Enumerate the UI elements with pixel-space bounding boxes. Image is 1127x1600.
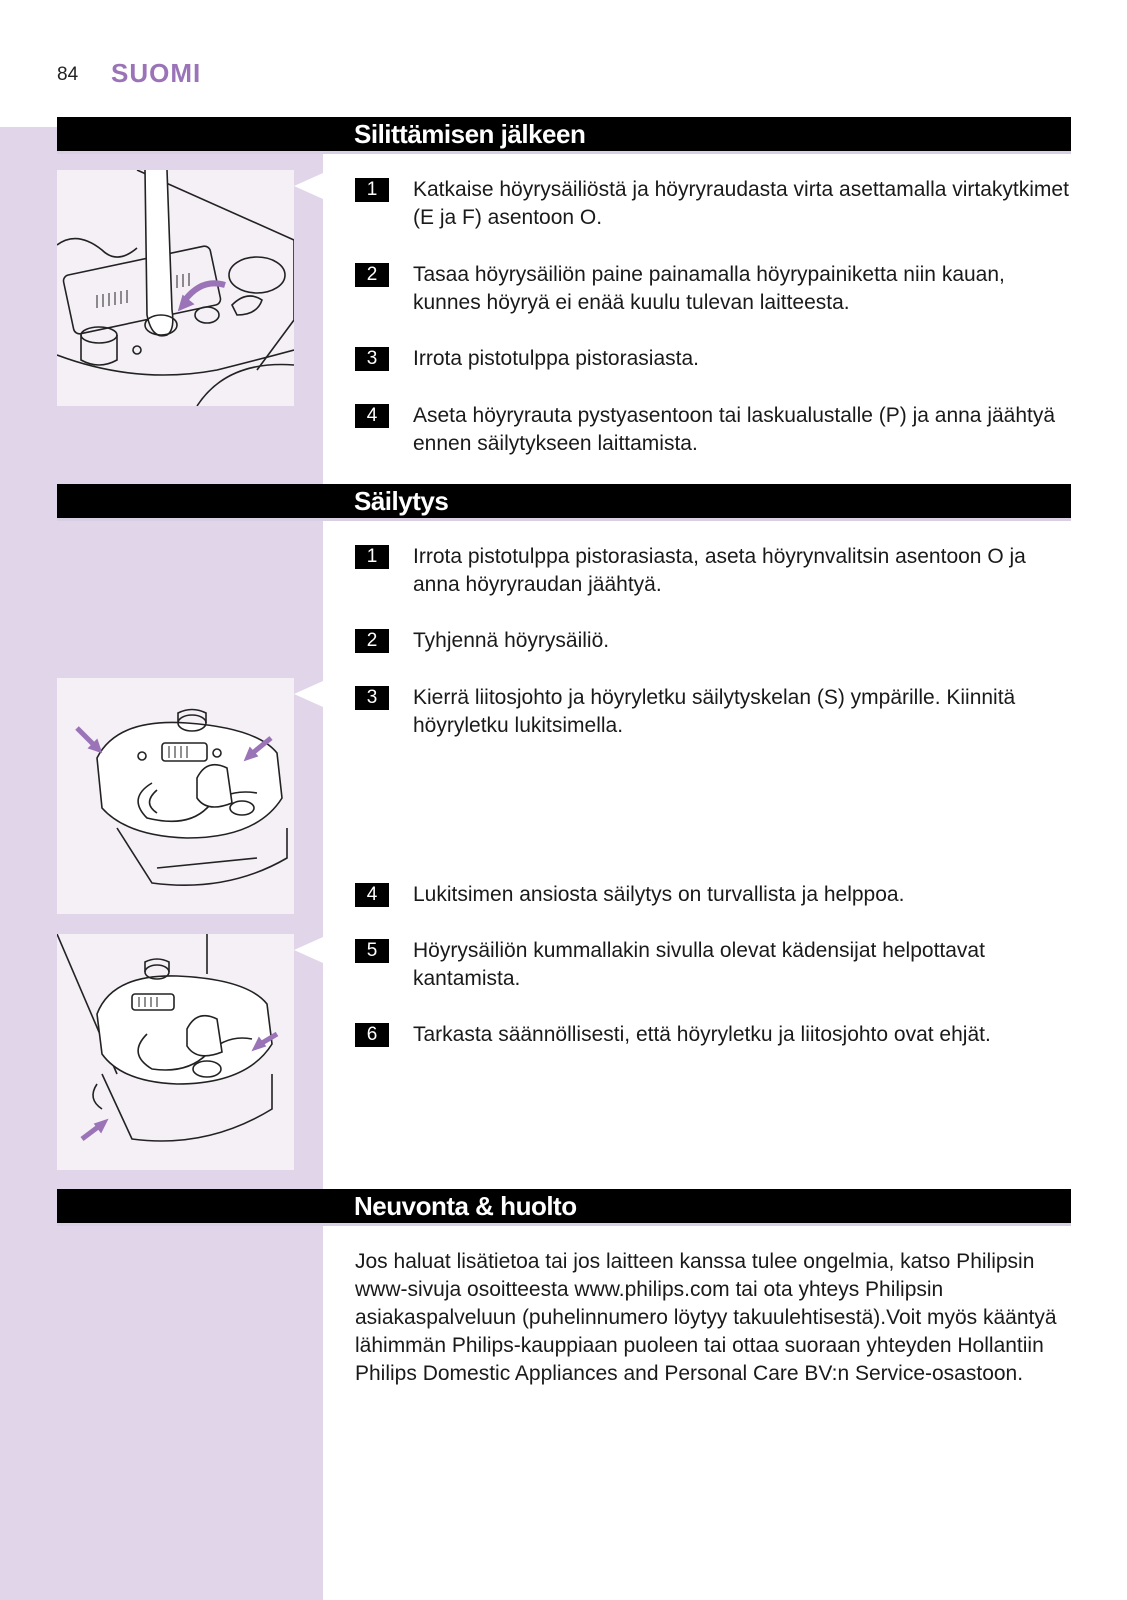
figure-pointer: [294, 173, 323, 199]
section-header-support: [57, 1189, 1071, 1226]
figure-pointer: [294, 681, 323, 707]
step-item: [355, 937, 1071, 993]
step-item: [355, 684, 1071, 740]
step-item: [355, 261, 1071, 317]
step-item: [355, 402, 1071, 458]
step-text: Irrota pistotulppa pistorasiasta, aseta höyrynvalitsin asentoon O ja anna höyryraudan jäähtyä.: [413, 545, 1026, 596]
step-text: Aseta höyryrauta pystyasentoon tai laskualustalle (P) ja anna jäähtyä ennen säilytykseen laittamista.: [413, 404, 1056, 455]
carrying-steam-generator-illustration: [57, 934, 294, 1170]
step-item: [355, 543, 1071, 599]
steam-generator-storage-illustration: [57, 678, 294, 914]
step-number: 2: [355, 263, 389, 287]
step-number: 6: [355, 1023, 389, 1047]
step-number: 4: [355, 404, 389, 428]
support-paragraph: Jos haluat lisätietoa tai jos laitteen kanssa tulee ongelmia, katso Philipsin www-sivuja osoitteesta www.philips.com tai ota yhteys Philipsin asiakaspalveluun (puhelinnumero löytyy takuulehtisestä).Voit myös kääntyä lähimmän Philips-kauppiaan puoleen tai ottaa suoraan yhteyden Hollantiin Philips Domestic Appliances and Personal Care BV:n Service-osastoon.: [355, 1250, 1057, 1385]
step-text: Tarkasta säännöllisesti, että höyryletku ja liitosjohto ovat ehjät.: [413, 1023, 991, 1046]
step-number: 3: [355, 347, 389, 371]
step-item: [355, 1021, 1071, 1049]
language-label: SUOMI: [111, 58, 202, 88]
section-title: Silittämisen jälkeen: [354, 119, 586, 149]
step-number: 3: [355, 686, 389, 710]
page-number: 84: [57, 64, 79, 85]
step-number: 1: [355, 178, 389, 202]
section-header-after-ironing: [57, 117, 1071, 154]
step-text: Kierrä liitosjohto ja höyryletku säilytyskelan (S) ympärille. Kiinnitä höyryletku lukitsimella.: [413, 686, 1016, 737]
section-title: Säilytys: [354, 486, 449, 516]
step-text: Katkaise höyrysäiliöstä ja höyryraudasta virta asettamalla virtakytkimet (E ja F) asentoon O.: [413, 178, 1069, 229]
step-item: [355, 345, 1071, 373]
step-number: 5: [355, 939, 389, 963]
figure-pointer: [294, 937, 323, 963]
step-number: 1: [355, 545, 389, 569]
step-text: Tyhjennä höyrysäiliö.: [413, 629, 610, 652]
step-item: [355, 627, 1071, 655]
step-text: Irrota pistotulppa pistorasiasta.: [413, 347, 699, 370]
finger-pressing-steam-button-illustration: [57, 170, 294, 406]
step-item: [355, 881, 1071, 909]
step-text: Lukitsimen ansiosta säilytys on turvallista ja helppoa.: [413, 883, 905, 906]
step-number: 2: [355, 629, 389, 653]
section-header-storage: [57, 484, 1071, 521]
step-text: Höyrysäiliön kummallakin sivulla olevat kädensijat helpottavat kantamista.: [413, 939, 985, 990]
step-item: [355, 176, 1071, 232]
section-title: Neuvonta & huolto: [354, 1191, 577, 1221]
step-text: Tasaa höyrysäiliön paine painamalla höyrypainiketta niin kauan, kunnes höyryä ei enää kuulu tulevan laitteesta.: [413, 263, 1005, 314]
step-number: 4: [355, 883, 389, 907]
